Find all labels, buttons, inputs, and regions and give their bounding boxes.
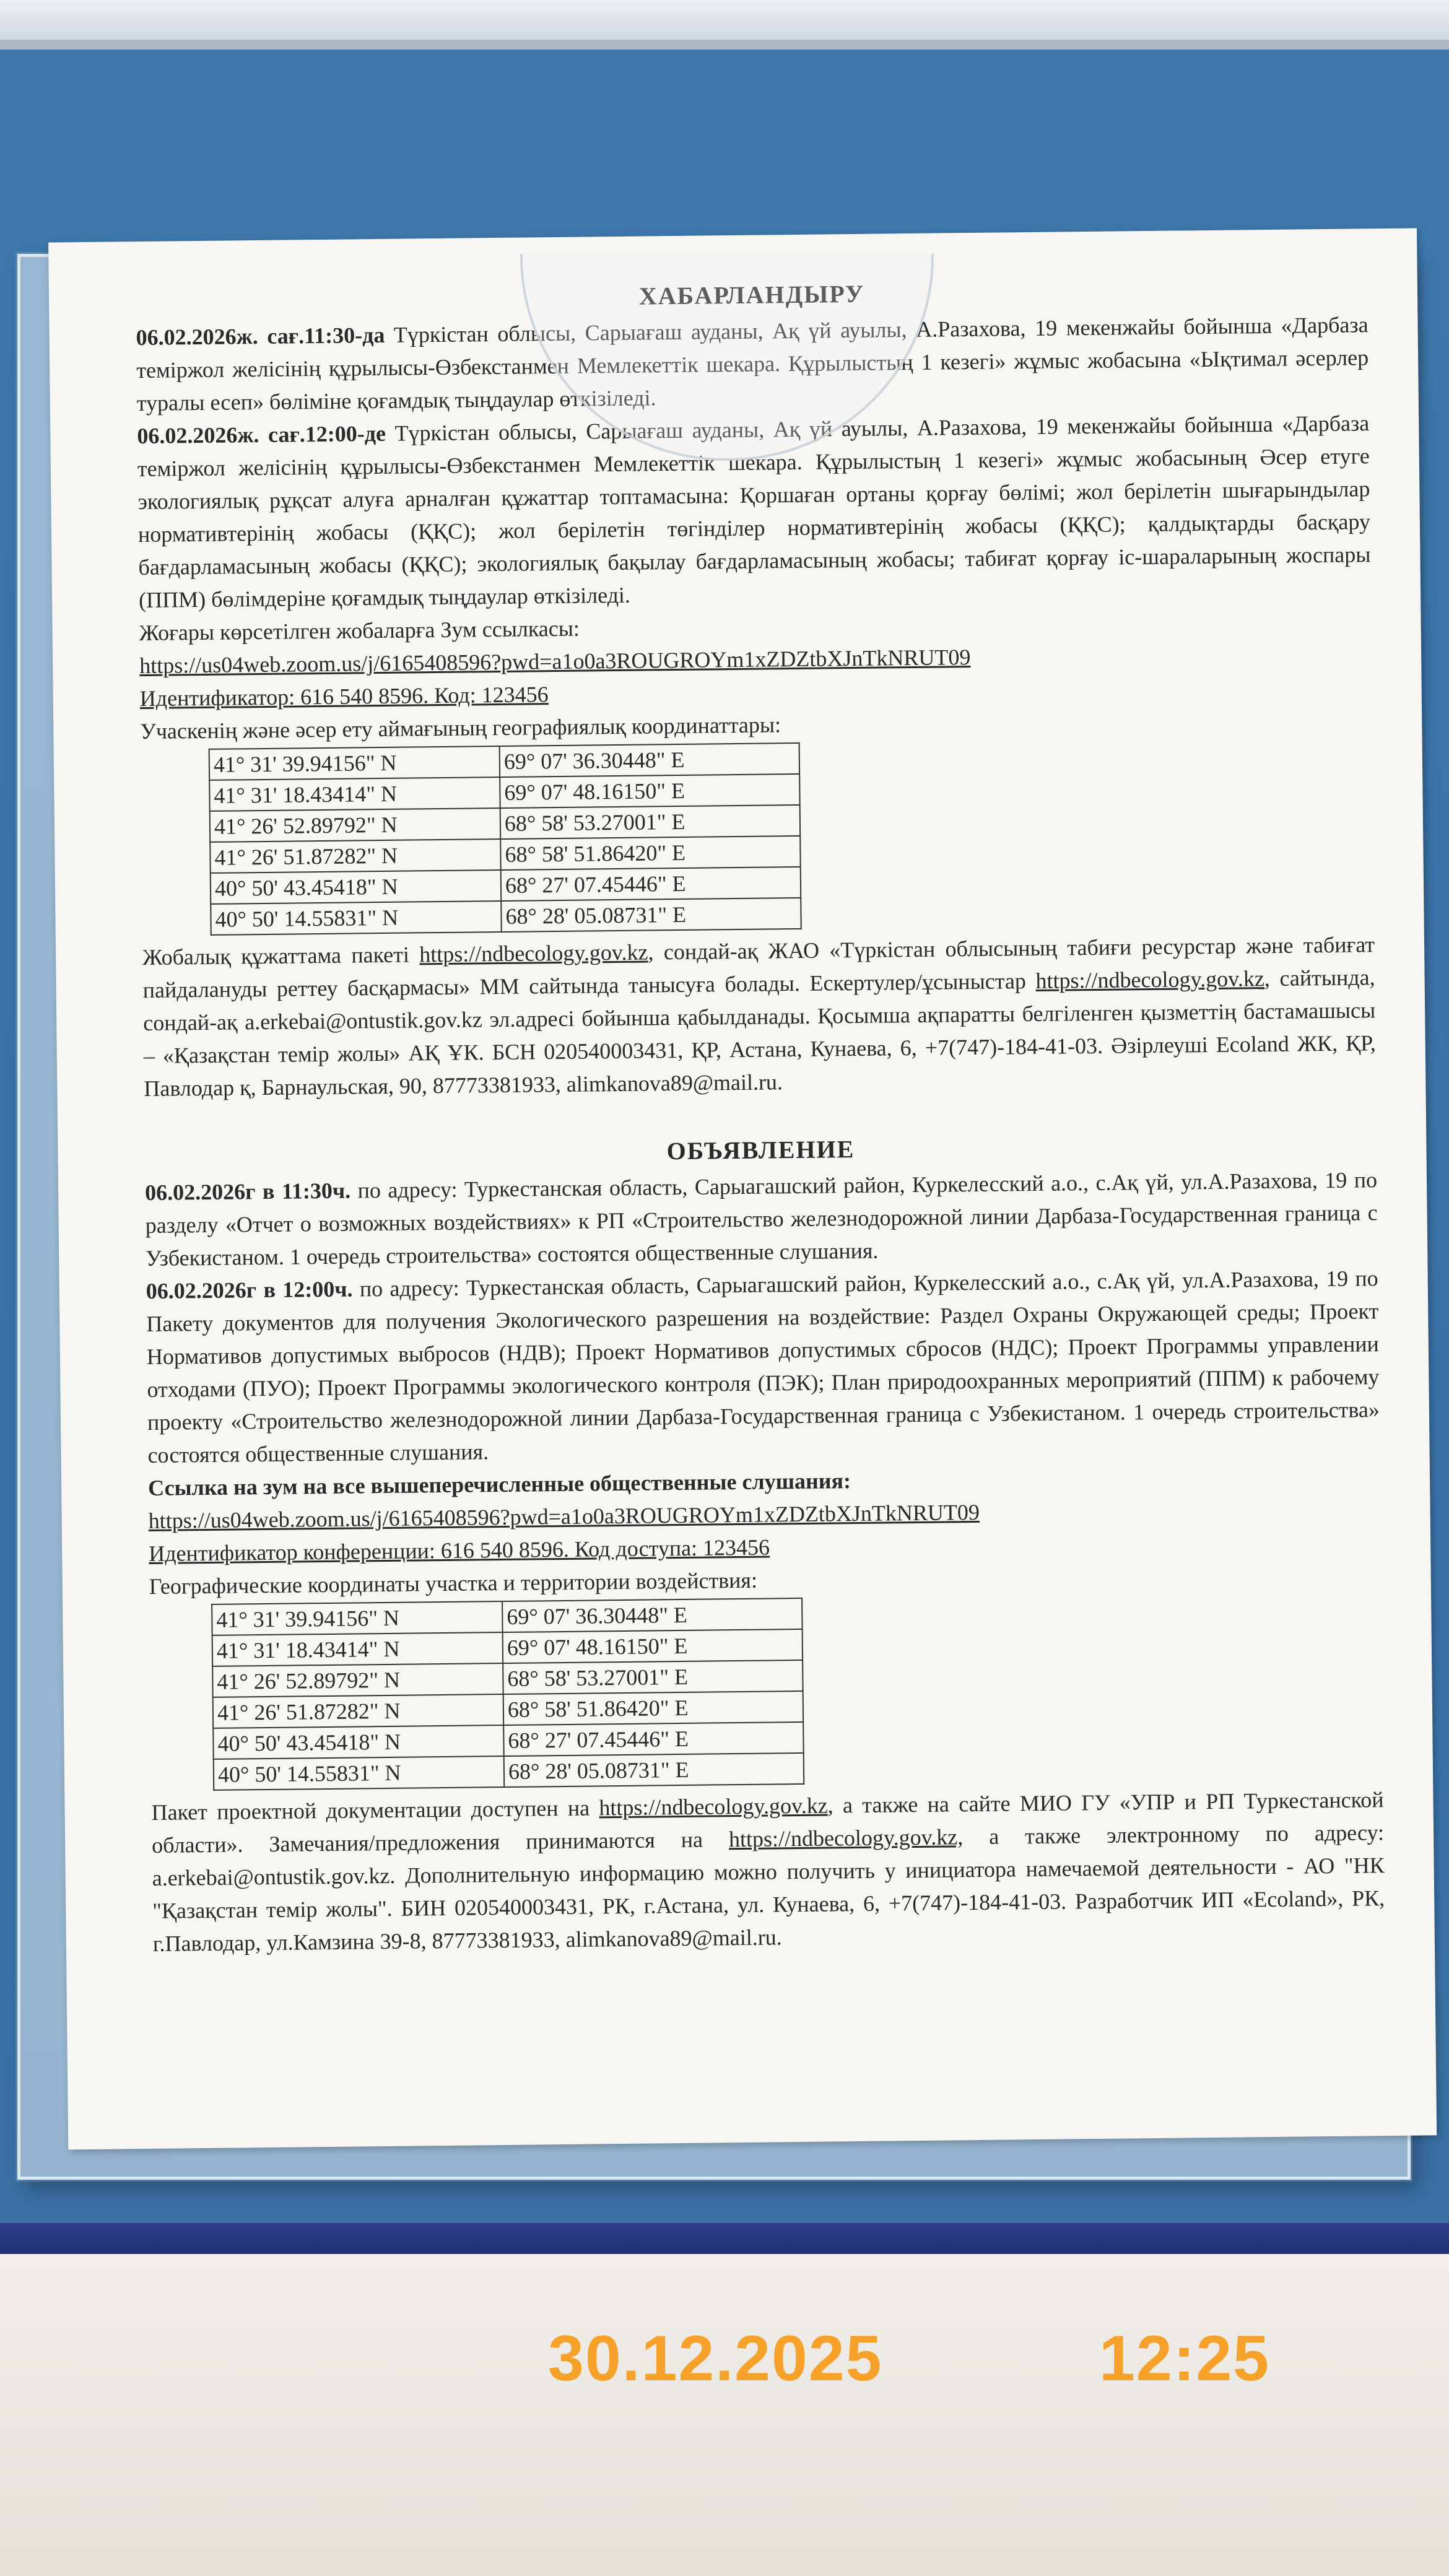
photo-date-stamp: 30.12.2025 (548, 2323, 883, 2395)
ru-coords-caption: Географические координаты участка и территории воздействия: (149, 1567, 758, 1599)
kz-footer-link-2: https://ndbecology.gov.kz (1035, 966, 1265, 993)
latitude-cell: 41° 31' 39.94156" N (209, 746, 500, 780)
notice-sheet (48, 228, 1437, 2149)
kz-coords-caption: Учаскенің және әсер ету аймағының географиялық координаттары: (140, 712, 781, 744)
photo-time-stamp: 12:25 (1099, 2323, 1270, 2395)
longitude-cell: 69° 07' 48.16150" E (503, 1629, 803, 1663)
wall (0, 2254, 1449, 2576)
longitude-cell: 68° 58' 53.27001" E (500, 805, 800, 839)
ru-footer-text-c: а также электронному по адресу: a.erkebai@ontustik.gov.kz. Дополнительную информацию можно получить у инициатора намечаемой деятельности - АО "НК "Қазақстан темір жолы". БИН 020540003431, РК, г.Астана, ул. Кунаева, 6, +7(747)-184-41-03. Разработчик ИП «Ecoland», РК, г.Павлодар, ул.Камзина 39-8, 87773381933, alimkanova89@mail.ru. (152, 1820, 1385, 1956)
ru-p1-datetime: 06.02.2026г в 11:30ч. (144, 1178, 351, 1206)
ru-footer-text-b: , а также на сайте МИО ГУ «УПР и РП Туркестанской области». Замечания/предложения принимаются на (151, 1787, 1384, 1858)
board-frame-bottom (0, 2223, 1449, 2254)
kz-zoom-intro: Жоғары көрсетілген жобаларға Зум ссылкасы: (139, 616, 580, 646)
longitude-cell: 68° 28' 05.08731" E (501, 898, 801, 932)
latitude-cell: 41° 26' 51.87282" N (210, 839, 500, 873)
ru-zoom-link: https://us04web.zoom.us/j/6165408596?pwd=a1o0a3ROUGROYm1xZDZtbXJnTkNRUT09 (148, 1499, 980, 1533)
ru-paragraph-1 (145, 1164, 1378, 1275)
table-row (211, 898, 801, 935)
longitude-cell: 68° 58' 51.86420" E (503, 1691, 803, 1725)
notice-content (136, 272, 1385, 1960)
ru-footer-link-2: https://ndbecology.gov.kz, (728, 1824, 964, 1852)
longitude-cell: 69° 07' 36.30448" E (500, 743, 799, 777)
kz-zoom-link: https://us04web.zoom.us/j/6165408596?pwd=a1o0a3ROUGROYm1xZDZtbXJnTkNRUT09 (139, 645, 971, 679)
kz-p1-text: Түркістан облысы, Сарыағаш ауданы, Ақ үй ауылы, А.Разахова, 19 мекенжайы бойынша «Дарбаза теміржол желісінің құрылысы-Өзбекстанмен Мемлекеттік шекара. Құрылыстың 1 кезегі» жұмыс жобасына «Ықтимал әсерлер туралы есеп» бөліміне қоғамдық тыңдаулар өткізіледі. (136, 312, 1369, 416)
latitude-cell: 41° 26' 51.87282" N (213, 1694, 503, 1728)
longitude-cell: 68° 27' 07.45446" E (501, 867, 801, 901)
ru-coordinates-table (211, 1598, 804, 1791)
ru-p2-datetime: 06.02.2026г в 12:00ч. (146, 1276, 353, 1304)
longitude-cell: 69° 07' 48.16150" E (500, 774, 799, 808)
latitude-cell: 41° 31' 18.43414" N (212, 1632, 503, 1666)
longitude-cell: 69° 07' 36.30448" E (502, 1598, 802, 1632)
ru-p2-text: по адресу: Туркестанская область, Сарыагашский район, Куркелесский а.о., с.Ақ үй, ул.А.Разахова, 19 по Пакету документов для получения Экологического разрешения на воздействие: Раздел Охраны Окружающей среды; Проект Нормативов допустимых выбросов (НДВ); Проект Нормативов допустимых сбросов (НДС); Проект Программы управлении отходами (ПУО); Проект Программы экологического контроля (ПЭК); План природоохранных мероприятий (ППМ) к рабочему проекту «Строительство железнодорожной линии Дарбаза-Государственная граница с Узбекистаном. 1 очередь строительства» состоятся общественные слушания. (146, 1266, 1380, 1468)
longitude-cell: 68° 28' 05.08731" E (504, 1753, 804, 1787)
table-row (214, 1753, 804, 1790)
kz-coordinates-table (209, 742, 802, 936)
kz-footer-text-c: , сайтында, сондай-ақ a.erkebai@ontustik.gov.kz эл.адресі бойынша қабылданады. Қосымша ақпаратты белгіленген қызметтің бастамашысы – «Қазақстан темір жолы» АҚ ҰК. БСН 020540003431, ҚР, Астана, Кунаева, 6, +7(747)-184-41-03. Әзірлеуші Ecoland ЖК, ҚР, Павлодар қ, Барнаульская, 90, 87773381933, alimkanova89@mail.ru. (143, 965, 1376, 1102)
latitude-cell: 40° 50' 14.55831" N (211, 901, 501, 935)
kz-p2-text: Түркістан облысы, Сарыағаш ауданы, Ақ үй ауылы, А.Разахова, 19 мекенжайы бойынша «Дарбаза теміржол желісінің құрылысы-Өзбекстанмен Мемлекеттік шекара. Құрылыстың 1 кезегі» жұмыс жобасының Әсер етуге экологиялық рұқсат алуға арналған құжаттар топтамасына: Қоршаған ортаны қорғау бөлімі; жол берілетін шығарындылар нормативтерінің жобасы (ҚҚС); жол берілетін төгінділер нормативтерінің жобасы (ҚҚС); қалдықтарды басқару бағдарламасының жобасы (ҚҚС); экологиялық бақылау бағдарламасының жобасы; табиғат қорғау іс-шараларының жоспары (ППМ) бөлімдеріне қоғамдық тыңдаулар өткізіледі. (137, 411, 1371, 613)
upper-shelf (0, 0, 1449, 50)
latitude-cell: 40° 50' 43.45418" N (213, 1725, 503, 1759)
ru-zoom-intro: Ссылка на зум на все вышеперечисленные общественные слушания: (147, 1468, 851, 1500)
kz-footer-text-a: Жобалық құжаттама пакеті (142, 942, 420, 970)
kz-p1-datetime: 06.02.2026ж. сағ.11:30-да (136, 322, 385, 350)
longitude-cell: 68° 58' 53.27001" E (503, 1660, 803, 1694)
ru-zoom-id: Идентификатор конференции: 616 540 8596. Код доступа: 123456 (149, 1534, 770, 1566)
ru-title: ОБЪЯВЛЕНИЕ (666, 1135, 855, 1165)
ru-footer-link-1: https://ndbecology.gov.kz (599, 1793, 828, 1821)
shelf-ledge (0, 40, 1449, 50)
longitude-cell: 68° 58' 51.86420" E (500, 836, 800, 870)
latitude-cell: 41° 31' 18.43414" N (209, 777, 500, 811)
kz-footer-link-1: https://ndbecology.gov.kz (419, 939, 648, 967)
ru-footer-text-a: Пакет проектной документации доступен на (151, 1795, 599, 1825)
latitude-cell: 41° 31' 39.94156" N (212, 1601, 502, 1635)
kz-zoom-id: Идентификатор: 616 540 8596. Код: 123456 (139, 682, 549, 711)
ru-paragraph-2 (146, 1262, 1380, 1472)
kz-footer (142, 928, 1377, 1105)
kz-p2-datetime: 06.02.2026ж. сағ.12:00-де (137, 420, 386, 449)
kz-footer-text-b: , сондай-ақ ЖАО «Түркістан облысының табиғи ресурстар және табиғат пайдалануды реттеу басқармасы» ММ сайтында танысуға болады. Ескертулер/ұсыныстар (142, 932, 1375, 1003)
ru-footer (151, 1783, 1385, 1960)
latitude-cell: 41° 26' 52.89792" N (212, 1663, 503, 1697)
longitude-cell: 68° 27' 07.45446" E (503, 1722, 803, 1756)
russian-announcement (144, 1127, 1385, 1960)
latitude-cell: 40° 50' 14.55831" N (214, 1756, 504, 1790)
kz-title: ХАБАРЛАНДЫРУ (638, 279, 865, 310)
ru-p1-text: по адресу: Туркестанская область, Сарыагашский район, Куркелесский а.о., с.Ақ үй, ул.А.Разахова, 19 по разделу «Отчет о возможных воздействиях» к РП «Строительство железнодорожной линии Дарбаза-Государственная граница с Узбекистаном. 1 очередь строительства» состоятся общественные слушания. (145, 1167, 1378, 1271)
latitude-cell: 40° 50' 43.45418" N (211, 870, 501, 904)
latitude-cell: 41° 26' 52.89792" N (210, 808, 500, 842)
